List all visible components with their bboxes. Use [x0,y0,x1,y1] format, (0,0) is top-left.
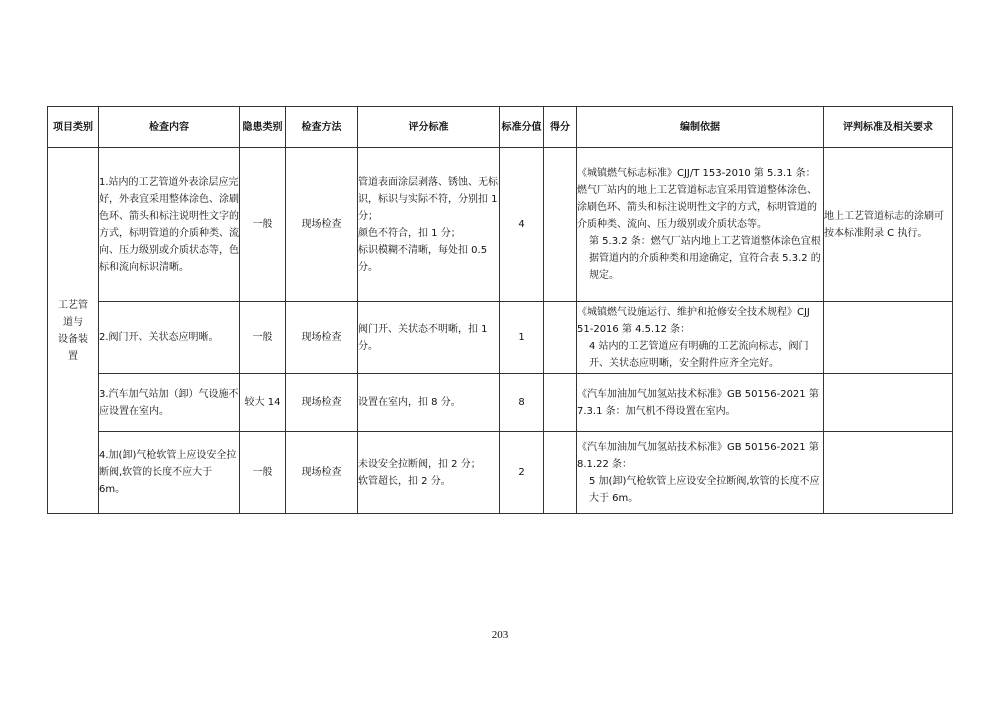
basis-line: 《汽车加油加气加氢站技术标准》GB 50156-2021 第 7.3.1 条：加气机不得设置在室内。 [577,388,819,417]
obtained-score [544,432,577,514]
requirement: 地上工艺管道标志的涂刷可按本标准附录 C 执行。 [824,148,953,302]
scoring-criteria [358,302,500,374]
scoring-line: 设置在室内，扣 8 分。 [358,397,461,408]
check-method: 现场检查 [286,374,358,432]
check-content: 2.阀门开、关状态应明晰。 [99,302,240,374]
header-scoring: 评分标准 [358,107,500,148]
hazard-level: 一般 [240,302,286,374]
check-content: 3.汽车加气站加（卸）气设施不应设置在室内。 [99,374,240,432]
header-requirement: 评判标准及相关要求 [824,107,953,148]
hazard-level: 一般 [240,432,286,514]
check-content: 4.加(卸)气枪软管上应设安全拉断阀,软管的长度不应大于 6m。 [99,432,240,514]
standard-score: 8 [500,374,544,432]
header-category: 项目类别 [48,107,99,148]
header-method: 检查方法 [286,107,358,148]
requirement [824,432,953,514]
header-hazard: 隐患类别 [240,107,286,148]
basis-line: 第 5.3.2 条：燃气厂站内地上工艺管道整体涂色宜根据管道内的介质种类和用途确定，宜符合表 5.3.2 的规定。 [589,236,821,281]
basis [577,302,824,374]
basis [577,148,824,302]
obtained-score [544,148,577,302]
standard-score: 2 [500,432,544,514]
hazard-level: 一般 [240,148,286,302]
header-score: 标准分值 [500,107,544,148]
scoring-line: 颜色不符合，扣 1 分； [358,227,461,239]
category-line: 工艺管 [58,299,88,311]
hazard-level: 较大 14 [240,374,286,432]
check-method: 现场检查 [286,302,358,374]
obtained-score [544,302,577,374]
table-header-row [48,107,953,148]
table-row [48,302,953,374]
table-row [48,148,953,302]
table-row [48,374,953,432]
basis-line: 《城镇燃气设施运行、维护和抢修安全技术规程》CJJ 51-2016 第 4.5.12 条： [577,306,810,335]
basis [577,432,824,514]
scoring-criteria [358,432,500,514]
basis-line: 《城镇燃气标志标准》CJJ/T 153-2010 第 5.3.1 条：燃气厂站内的地上工艺管道标志宜采用管道整体涂色、涂刷色环、箭头和标注说明性文字的方式，标明管道的介质种类、流向、压力级别或介质状态等。 [577,168,817,230]
header-basis: 编制依据 [577,107,824,148]
header-got: 得分 [544,107,577,148]
check-method: 现场检查 [286,432,358,514]
category-line: 置 [68,350,78,362]
scoring-line: 阀门开、关状态不明晰，扣 1 分。 [358,323,488,352]
scoring-line: 标识模糊不清晰，每处扣 0.5 分。 [358,244,488,273]
requirement [824,302,953,374]
category-line: 设备装 [58,333,88,345]
basis-line: 《汽车加油加气加氢站技术标准》GB 50156-2021 第 8.1.22 条： [577,441,819,470]
category-line: 道与 [63,316,83,328]
basis-line: 5 加(卸)气枪软管上应设安全拉断阀,软管的长度不应大于 6m。 [589,475,820,504]
check-content: 1.站内的工艺管道外表涂层应完好，外表宜采用整体涂色、涂刷色环、箭头和标注说明性文字的方式，标明管道的介质种类、流向、压力级别或介质状态等，色标和流向标识清晰。 [99,148,240,302]
header-content: 检查内容 [99,107,240,148]
basis [577,374,824,432]
scoring-line: 管道表面涂层剥落、锈蚀、无标识，标识与实际不符，分别扣 1 分； [358,176,498,222]
inspection-table [47,106,953,514]
category-cell [48,148,99,514]
standard-score: 1 [500,302,544,374]
scoring-criteria [358,374,500,432]
table-row [48,432,953,514]
scoring-line: 软管超长，扣 2 分。 [358,475,451,487]
standard-score: 4 [500,148,544,302]
scoring-criteria [358,148,500,302]
basis-line: 4 站内的工艺管道应有明确的工艺流向标志，阀门开、关状态应明晰，安全附件应齐全完好。 [589,340,809,369]
scoring-line: 未设安全拉断阀，扣 2 分； [358,458,481,470]
check-method: 现场检查 [286,148,358,302]
page-number: 203 [491,629,509,641]
obtained-score [544,374,577,432]
requirement [824,374,953,432]
